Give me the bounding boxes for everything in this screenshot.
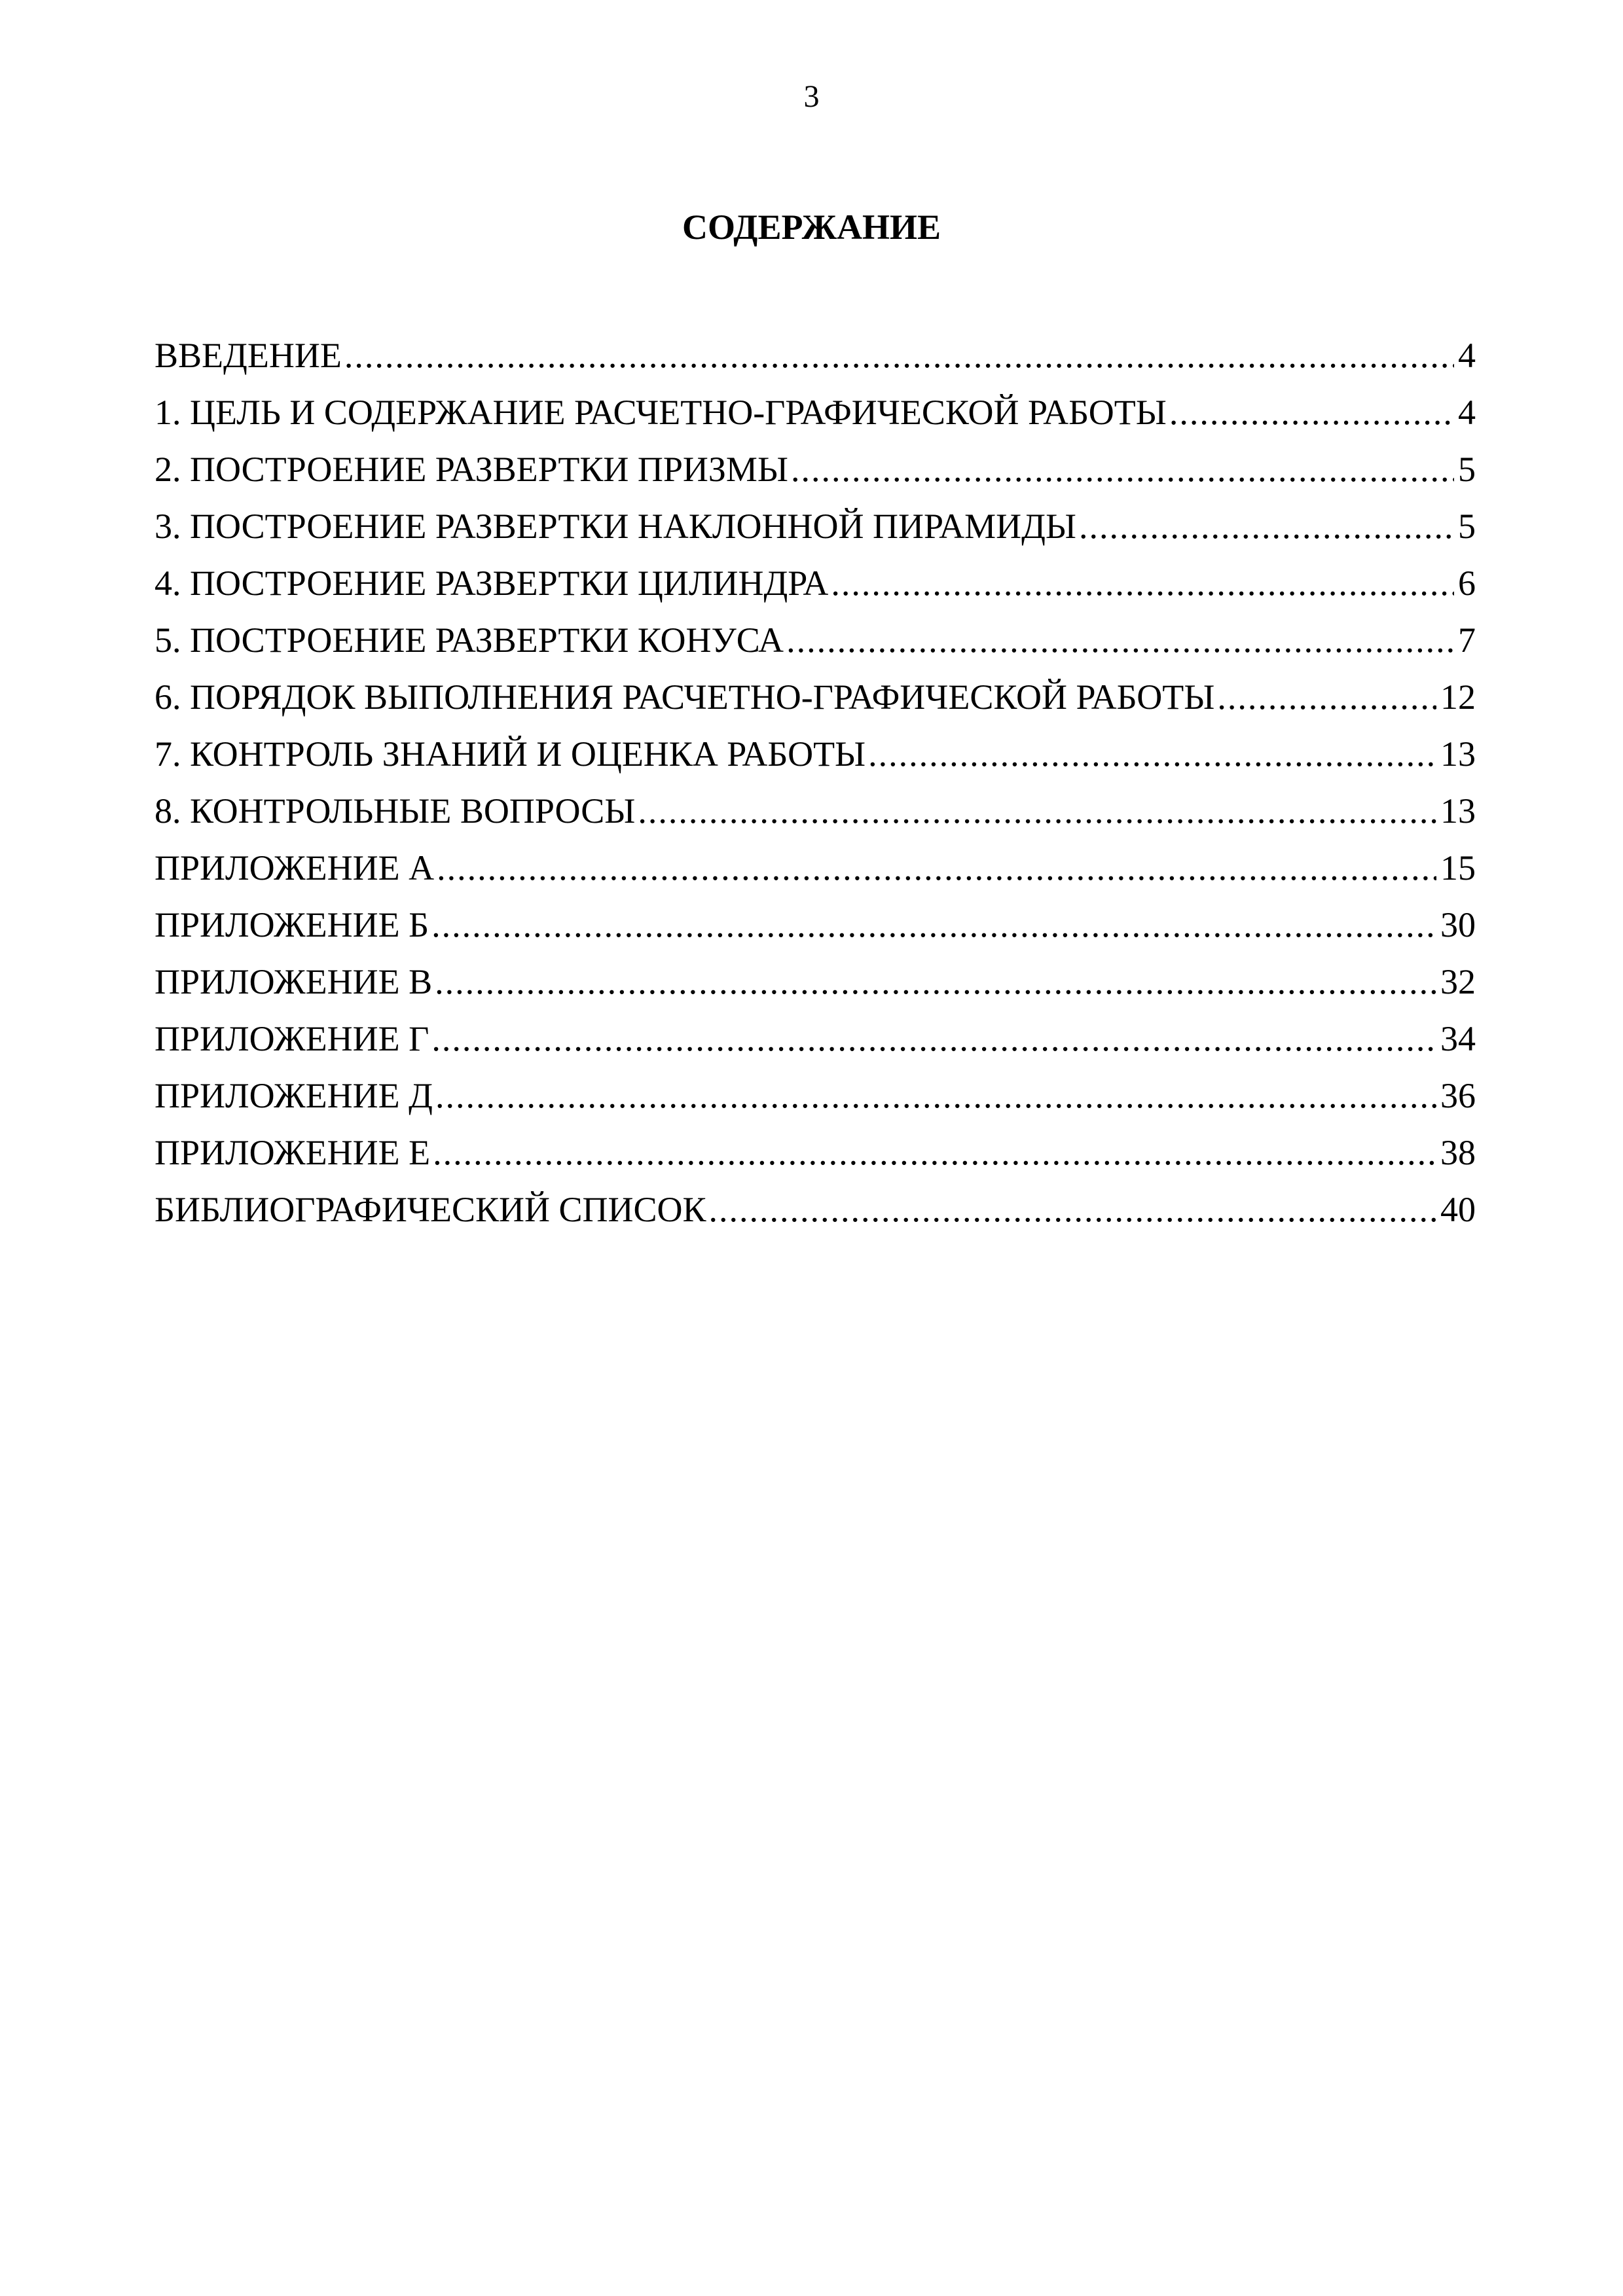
toc-entry-page: 12	[1440, 677, 1476, 717]
toc-entry-label: БИБЛИОГРАФИЧЕСКИЙ СПИСОК	[155, 1190, 706, 1229]
toc-entry-label: ПРИЛОЖЕНИЕ Г	[155, 1019, 429, 1058]
toc-entry-section-5[interactable]	[155, 612, 1476, 669]
toc-entry-label: ПРИЛОЖЕНИЕ Б	[155, 905, 429, 944]
toc-entry-page: 34	[1440, 1019, 1476, 1058]
dot-leader	[709, 1181, 1436, 1238]
toc-entry-page: 7	[1458, 620, 1476, 660]
toc-entry-page: 13	[1440, 734, 1476, 774]
dot-leader	[1169, 384, 1454, 441]
toc-entry-introduction[interactable]	[155, 327, 1476, 384]
toc-entry-bibliography[interactable]	[155, 1181, 1476, 1238]
toc-entry-appendix-v[interactable]	[155, 954, 1476, 1011]
toc-entry-section-6[interactable]	[155, 669, 1476, 726]
table-of-contents	[155, 327, 1476, 1238]
toc-entry-label: 3. ПОСТРОЕНИЕ РАЗВЕРТКИ НАКЛОННОЙ ПИРАМИДЫ	[155, 507, 1077, 546]
toc-entry-label: 2. ПОСТРОЕНИЕ РАЗВЕРТКИ ПРИЗМЫ	[155, 450, 789, 489]
dot-leader	[791, 441, 1454, 498]
toc-entry-label: 4. ПОСТРОЕНИЕ РАЗВЕРТКИ ЦИЛИНДРА	[155, 564, 829, 603]
toc-entry-page: 36	[1440, 1076, 1476, 1115]
toc-entry-label: ПРИЛОЖЕНИЕ Е	[155, 1133, 431, 1172]
dot-leader	[786, 612, 1454, 669]
dot-leader	[1217, 669, 1436, 726]
dot-leader	[437, 840, 1436, 897]
toc-entry-section-8[interactable]	[155, 783, 1476, 840]
dot-leader	[1079, 498, 1454, 555]
toc-entry-page: 40	[1440, 1190, 1476, 1229]
toc-entry-page: 32	[1440, 962, 1476, 1001]
toc-entry-page: 30	[1440, 905, 1476, 944]
toc-entry-section-3[interactable]	[155, 498, 1476, 555]
dot-leader	[868, 726, 1436, 783]
dot-leader	[431, 1011, 1436, 1067]
page-title: СОДЕРЖАНИЕ	[682, 207, 941, 247]
dot-leader	[431, 897, 1436, 954]
toc-entry-page: 4	[1458, 336, 1476, 375]
toc-entry-label: ВВЕДЕНИЕ	[155, 336, 342, 375]
toc-entry-appendix-a[interactable]	[155, 840, 1476, 897]
toc-entry-label: 8. КОНТРОЛЬНЫЕ ВОПРОСЫ	[155, 791, 636, 831]
toc-entry-page: 5	[1458, 450, 1476, 489]
toc-entry-appendix-g[interactable]	[155, 1011, 1476, 1067]
toc-entry-label: 6. ПОРЯДОК ВЫПОЛНЕНИЯ РАСЧЕТНО-ГРАФИЧЕСКОЙ РАБОТЫ	[155, 677, 1215, 717]
toc-entry-label: ПРИЛОЖЕНИЕ Д	[155, 1076, 433, 1115]
toc-entry-label: 1. ЦЕЛЬ И СОДЕРЖАНИЕ РАСЧЕТНО-ГРАФИЧЕСКОЙ РАБОТЫ	[155, 393, 1167, 432]
toc-entry-page: 15	[1440, 848, 1476, 888]
dot-leader	[638, 783, 1436, 840]
toc-entry-appendix-d[interactable]	[155, 1067, 1476, 1124]
toc-entry-section-2[interactable]	[155, 441, 1476, 498]
toc-entry-section-1[interactable]	[155, 384, 1476, 441]
toc-entry-page: 5	[1458, 507, 1476, 546]
toc-entry-section-7[interactable]	[155, 726, 1476, 783]
toc-entry-label: ПРИЛОЖЕНИЕ А	[155, 848, 435, 888]
toc-entry-label: 5. ПОСТРОЕНИЕ РАЗВЕРТКИ КОНУСА	[155, 620, 784, 660]
toc-entry-label: 7. КОНТРОЛЬ ЗНАНИЙ И ОЦЕНКА РАБОТЫ	[155, 734, 866, 774]
dot-leader	[831, 555, 1454, 612]
toc-entry-page: 13	[1440, 791, 1476, 831]
toc-entry-page: 6	[1458, 564, 1476, 603]
dot-leader	[435, 954, 1436, 1011]
dot-leader	[344, 327, 1454, 384]
dot-leader	[435, 1067, 1436, 1124]
toc-entry-section-4[interactable]	[155, 555, 1476, 612]
page-number: 3	[803, 79, 820, 114]
toc-entry-page: 38	[1440, 1133, 1476, 1172]
toc-entry-appendix-e[interactable]	[155, 1124, 1476, 1181]
toc-entry-appendix-b[interactable]	[155, 897, 1476, 954]
toc-entry-page: 4	[1458, 393, 1476, 432]
dot-leader	[433, 1124, 1436, 1181]
toc-entry-label: ПРИЛОЖЕНИЕ В	[155, 962, 433, 1001]
